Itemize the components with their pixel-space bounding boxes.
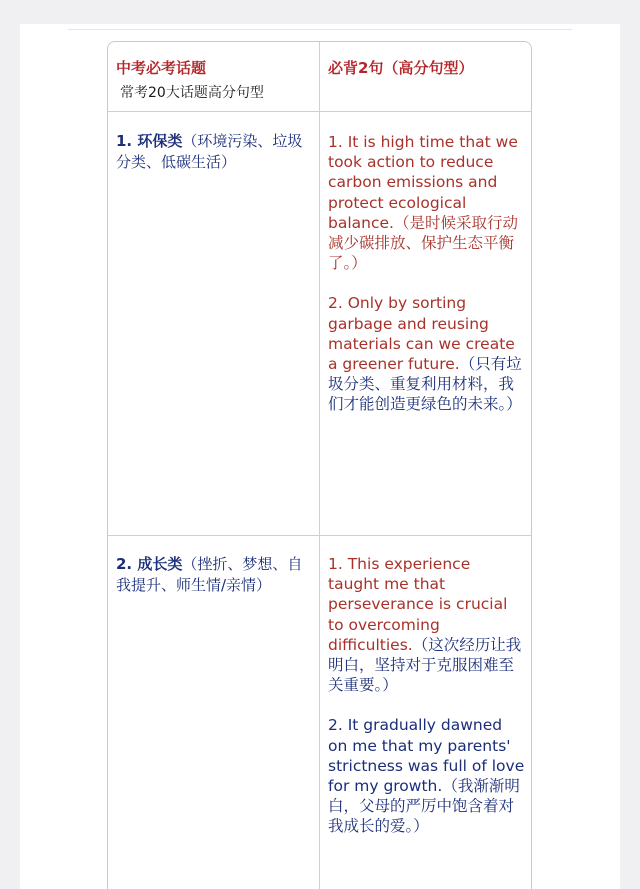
row-1-sentence-1-zh: （是时候采取行动减少碳排放、保护生态平衡了。）	[328, 213, 518, 273]
row-2-sentence-2	[328, 715, 526, 836]
row-2-topic	[116, 554, 312, 596]
row-1-sentence-2-en: 2. Only by sorting garbage and reusing materials can we create a greener future.	[328, 294, 515, 374]
row-2-topic-detail: （挫折、梦想、自我提升、师生情/亲情）	[116, 555, 303, 594]
row-1-sentences	[328, 132, 526, 415]
topics-table	[107, 41, 532, 889]
row-divider	[108, 535, 531, 536]
row-2-sentence-1	[328, 554, 526, 695]
row-1-sentence-1	[328, 132, 526, 273]
header-topic-title: 中考必考话题	[116, 59, 207, 77]
row-2-topic-number: 2. 成长类	[116, 555, 183, 573]
row-2-sentence-2-en: 2. It gradually dawned on me that my parents' strictness was full of love for my growth.	[328, 716, 525, 796]
row-1-sentence-2-zh: （只有垃圾分类、重复利用材料，我们才能创造更绿色的未来。）	[328, 355, 522, 414]
header-divider	[108, 111, 531, 112]
row-1-sentence-2	[328, 293, 526, 414]
row-2-sentences	[328, 554, 526, 837]
row-1-topic-number: 1. 环保类	[116, 132, 183, 150]
row-2-sentence-2-zh: （我渐渐明白，父母的严厉中饱含着对我成长的爱。）	[328, 777, 520, 836]
row-2-sentence-1-zh: （这次经历让我明白，坚持对于克服困难至关重要。）	[328, 635, 522, 695]
header-sentence-cell	[328, 58, 528, 78]
page-divider	[68, 29, 572, 30]
row-2-sentence-1-en: 1. This experience taught me that perseverance is crucial to overcoming difficulties.	[328, 555, 508, 654]
header-sentence-title: 必背2句（高分句型）	[328, 59, 474, 77]
column-divider	[319, 42, 320, 889]
row-1-sentence-1-en: 1. It is high time that we took action to reduce carbon emissions and protect ecological balance.	[328, 133, 518, 232]
header-topic-subtitle: 常考20大话题高分句型	[120, 85, 264, 101]
row-1-topic	[116, 131, 312, 173]
row-1-topic-detail: （环境污染、垃圾分类、低碳生活）	[116, 132, 303, 171]
header-topic-cell	[116, 58, 316, 103]
